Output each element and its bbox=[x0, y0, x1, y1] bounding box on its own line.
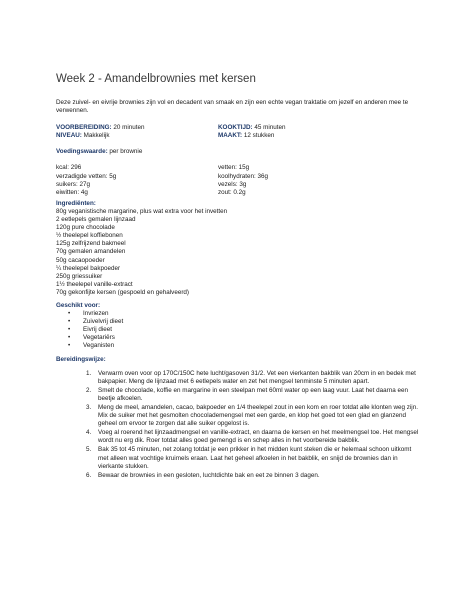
suitable-section bbox=[56, 302, 419, 351]
suitable-list bbox=[56, 310, 419, 350]
yield-value: 12 stukken bbox=[242, 132, 275, 140]
list-item: 70g gemalen amandelen bbox=[56, 248, 126, 256]
nutrition-value: eiwitten: 4g bbox=[56, 188, 88, 196]
page-title: Week 2 - Amandelbrownies met kersen bbox=[56, 73, 256, 85]
method-steps bbox=[56, 370, 419, 480]
step-text: Verwarm oven voor op 170C/150C hete lucht/gasoven 31/2. Vet een vierkanten bakblik van 20cm in en bedek met bakpapier. Meng de lijnzaad met 6 eetlepels water en zet het mengsel tenminste 5 minuten apart. bbox=[98, 369, 416, 385]
nutrition-heading bbox=[56, 148, 419, 156]
step-number: 1. bbox=[86, 369, 92, 377]
nutrition-label: Voedingswaarde: bbox=[56, 148, 108, 156]
prep-value: 20 minuten bbox=[111, 124, 145, 132]
step-number: 6. bbox=[86, 471, 92, 479]
difficulty-level bbox=[56, 132, 218, 140]
list-item: 120g pure chocolade bbox=[56, 224, 115, 232]
step-item bbox=[86, 446, 419, 470]
step-item bbox=[86, 471, 419, 480]
step-item bbox=[86, 429, 419, 445]
list-item: • Vegetariërs bbox=[74, 334, 419, 342]
cook-label: KOOKTIJD: bbox=[218, 124, 253, 132]
list-item: 125g zelfrijzend bakmeel bbox=[56, 240, 126, 248]
ingredients-section bbox=[56, 200, 419, 297]
ingredients-heading: Ingrediënten: bbox=[56, 199, 96, 207]
step-text: Meng de meel, amandelen, cacao, bakpoeder en 1/4 theelepel zout in een kom en roer totdat alle klonten weg zijn. Mix de suiker met het gesmolten chocolademengsel met een garde, en klop het goed tot een glad en glanzend geheel om ervoor te zorgen dat alle suiker opgelost is. bbox=[98, 404, 418, 428]
step-number: 3. bbox=[86, 404, 92, 411]
cook-time bbox=[218, 124, 419, 132]
list-item: ¼ theelepel bakpoeder bbox=[56, 264, 121, 272]
recipe-meta bbox=[56, 124, 419, 140]
nutrition-value: vezels: 3g bbox=[218, 180, 247, 188]
intro-paragraph: Deze zuivel- en eivrije brownies zijn vol en decadent van smaak en zijn een echte vegan traktatie om jezelf en anderen mee te verwennen. bbox=[56, 99, 409, 115]
method-heading: Bereidingswijze: bbox=[56, 355, 106, 363]
step-item bbox=[86, 369, 419, 386]
list-item: 50g cacaopoeder bbox=[56, 256, 105, 264]
method-section bbox=[56, 356, 419, 480]
step-text: Bak 35 tot 45 minuten, net zolang totdat je een prikker in het midden kunt steken die er helemaal schoon uitkomt met alleen wat vochtige kruimels eraan. Laat het geheel afkoelen in het bakblik, en snijd de brownies dan in vierkante stukken. bbox=[98, 446, 412, 470]
step-number: 2. bbox=[86, 386, 92, 394]
step-item bbox=[86, 386, 419, 403]
cook-value: 45 minuten bbox=[252, 124, 286, 132]
nutrition-value: zout: 0.2g bbox=[218, 188, 246, 196]
prep-time bbox=[56, 124, 218, 132]
yield-label: MAAKT: bbox=[218, 132, 243, 140]
step-text: Bewaar de brownies in een gesloten, luchtdichte bak en eet ze binnen 3 dagen. bbox=[98, 471, 320, 479]
nutrition-value: verzadigde vetten: 5g bbox=[56, 172, 117, 180]
list-item: 80g veganistische margarine, plus wat extra voor het invetten bbox=[56, 207, 228, 215]
list-item: • Invriezen bbox=[74, 310, 419, 318]
level-value: Makkelijk bbox=[81, 132, 110, 140]
list-item: • Veganisten bbox=[74, 342, 419, 350]
step-text: Voeg al roerend het lijnzaadmengsel en vanille-extract, en daarna de kersen en het meelmengsel toe. Het mengsel wordt nu erg dik. Roer totdat alles goed gemengd is en schep alles in het voorbereide bakblik. bbox=[98, 429, 419, 445]
ingredients-list bbox=[56, 208, 419, 297]
list-item: 2 eetlepels gemalen lijnzaad bbox=[56, 216, 136, 224]
level-label: NIVEAU: bbox=[56, 132, 82, 140]
nutrition-value: suikers: 27g bbox=[56, 180, 90, 188]
nutrition-table bbox=[56, 164, 419, 196]
list-item: 1½ theelepel vanille-extract bbox=[56, 280, 133, 288]
step-text: Smelt de chocolade, koffie en margarine in een steelpan met 60ml water op een laag vuur. Laat het daarna een beetje afkoelen. bbox=[98, 386, 409, 402]
step-number: 4. bbox=[86, 429, 92, 437]
list-item: • Eivrij dieet bbox=[74, 326, 419, 334]
prep-label: VOORBEREIDING: bbox=[56, 124, 112, 132]
yield bbox=[218, 132, 419, 140]
nutrition-value: vetten: 15g bbox=[218, 164, 250, 172]
list-item: • Zuivelvrij dieet bbox=[74, 318, 419, 326]
list-item: 250g griessuiker bbox=[56, 272, 103, 280]
nutrition-per: per brownie bbox=[107, 148, 143, 156]
suitable-heading: Geschikt voor: bbox=[56, 301, 101, 309]
list-item: 70g gekonfijte kersen (gespoeld en gehalveerd) bbox=[56, 288, 190, 296]
nutrition-value: kcal: 296 bbox=[56, 164, 82, 172]
step-number: 5. bbox=[86, 446, 92, 454]
nutrition-value: koolhydraten: 36g bbox=[218, 172, 269, 180]
list-item: ½ theelepel koffiebonen bbox=[56, 232, 123, 240]
step-item bbox=[86, 404, 419, 428]
